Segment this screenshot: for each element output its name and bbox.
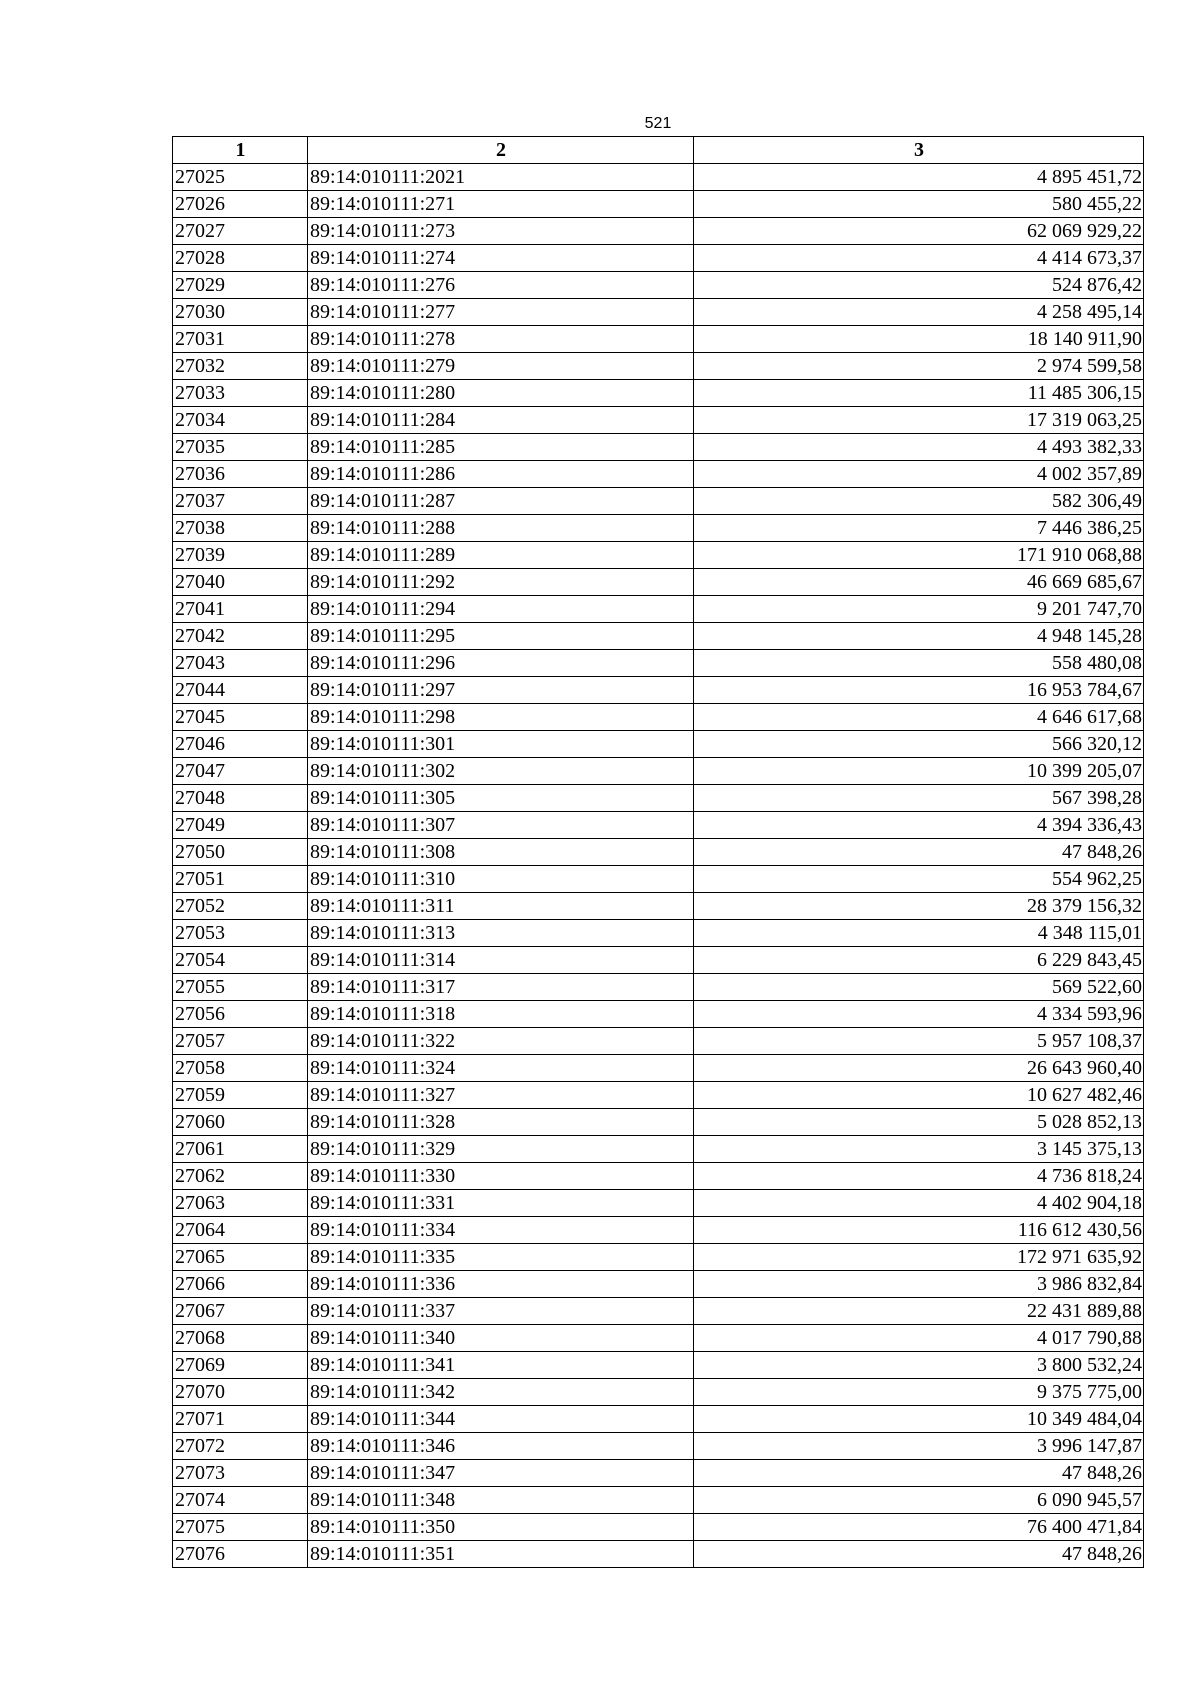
row-number-cell: 27041 — [173, 596, 308, 623]
cadastral-number-cell: 89:14:010111:317 — [308, 974, 694, 1001]
cadastral-value-cell: 4 258 495,14 — [694, 299, 1144, 326]
row-number-cell: 27038 — [173, 515, 308, 542]
table-row — [173, 947, 1144, 974]
cadastral-number-cell: 89:14:010111:295 — [308, 623, 694, 650]
cadastral-value-cell: 6 090 945,57 — [694, 1487, 1144, 1514]
cadastral-number-cell: 89:14:010111:278 — [308, 326, 694, 353]
cadastral-value-cell: 4 948 145,28 — [694, 623, 1144, 650]
cadastral-number-cell: 89:14:010111:302 — [308, 758, 694, 785]
cadastral-number-cell: 89:14:010111:301 — [308, 731, 694, 758]
cadastral-value-cell: 4 402 904,18 — [694, 1190, 1144, 1217]
cadastral-value-cell: 10 627 482,46 — [694, 1082, 1144, 1109]
cadastral-value-cell: 22 431 889,88 — [694, 1298, 1144, 1325]
table-row — [173, 623, 1144, 650]
table-row — [173, 1271, 1144, 1298]
cadastral-number-cell: 89:14:010111:276 — [308, 272, 694, 299]
row-number-cell: 27025 — [173, 164, 308, 191]
cadastral-value-cell: 4 394 336,43 — [694, 812, 1144, 839]
cadastral-value-cell: 5 028 852,13 — [694, 1109, 1144, 1136]
cadastral-value-cell: 26 643 960,40 — [694, 1055, 1144, 1082]
table-row — [173, 650, 1144, 677]
cadastral-value-cell: 524 876,42 — [694, 272, 1144, 299]
row-number-cell: 27040 — [173, 569, 308, 596]
cadastral-value-cell: 28 379 156,32 — [694, 893, 1144, 920]
cadastral-number-cell: 89:14:010111:308 — [308, 839, 694, 866]
table-row — [173, 272, 1144, 299]
row-number-cell: 27033 — [173, 380, 308, 407]
cadastral-number-cell: 89:14:010111:351 — [308, 1541, 694, 1568]
cadastral-number-cell: 89:14:010111:335 — [308, 1244, 694, 1271]
cadastral-value-cell: 4 895 451,72 — [694, 164, 1144, 191]
cadastral-value-cell: 3 996 147,87 — [694, 1433, 1144, 1460]
cadastral-value-cell: 47 848,26 — [694, 1541, 1144, 1568]
cadastral-number-cell: 89:14:010111:292 — [308, 569, 694, 596]
cadastral-value-cell: 9 201 747,70 — [694, 596, 1144, 623]
row-number-cell: 27030 — [173, 299, 308, 326]
cadastral-value-cell: 569 522,60 — [694, 974, 1144, 1001]
row-number-cell: 27058 — [173, 1055, 308, 1082]
row-number-cell: 27070 — [173, 1379, 308, 1406]
row-number-cell: 27062 — [173, 1163, 308, 1190]
table-row — [173, 1244, 1144, 1271]
cadastral-value-cell: 17 319 063,25 — [694, 407, 1144, 434]
cadastral-number-cell: 89:14:010111:314 — [308, 947, 694, 974]
row-number-cell: 27066 — [173, 1271, 308, 1298]
cadastral-number-cell: 89:14:010111:297 — [308, 677, 694, 704]
cadastral-number-cell: 89:14:010111:307 — [308, 812, 694, 839]
table-row — [173, 1298, 1144, 1325]
cadastral-number-cell: 89:14:010111:274 — [308, 245, 694, 272]
table-row — [173, 1001, 1144, 1028]
row-number-cell: 27047 — [173, 758, 308, 785]
cadastral-value-cell: 2 974 599,58 — [694, 353, 1144, 380]
table-row — [173, 1082, 1144, 1109]
cadastral-number-cell: 89:14:010111:287 — [308, 488, 694, 515]
cadastral-value-cell: 46 669 685,67 — [694, 569, 1144, 596]
cadastral-value-cell: 6 229 843,45 — [694, 947, 1144, 974]
table-row — [173, 434, 1144, 461]
row-number-cell: 27031 — [173, 326, 308, 353]
table-row — [173, 1406, 1144, 1433]
table-row — [173, 191, 1144, 218]
cadastral-number-cell: 89:14:010111:313 — [308, 920, 694, 947]
cadastral-value-cell: 9 375 775,00 — [694, 1379, 1144, 1406]
table-row — [173, 1190, 1144, 1217]
cadastral-number-cell: 89:14:010111:350 — [308, 1514, 694, 1541]
table-row — [173, 1028, 1144, 1055]
table-row — [173, 488, 1144, 515]
page-number: 521 — [644, 115, 672, 132]
cadastral-number-cell: 89:14:010111:310 — [308, 866, 694, 893]
row-number-cell: 27067 — [173, 1298, 308, 1325]
table-row — [173, 893, 1144, 920]
cadastral-value-cell: 11 485 306,15 — [694, 380, 1144, 407]
cadastral-number-cell: 89:14:010111:286 — [308, 461, 694, 488]
row-number-cell: 27039 — [173, 542, 308, 569]
cadastral-number-cell: 89:14:010111:331 — [308, 1190, 694, 1217]
cadastral-value-cell: 10 349 484,04 — [694, 1406, 1144, 1433]
header-col-3: 3 — [694, 137, 1144, 164]
cadastral-number-cell: 89:14:010111:294 — [308, 596, 694, 623]
table-row — [173, 245, 1144, 272]
table-row — [173, 785, 1144, 812]
row-number-cell: 27071 — [173, 1406, 308, 1433]
cadastral-value-cell: 4 334 593,96 — [694, 1001, 1144, 1028]
row-number-cell: 27042 — [173, 623, 308, 650]
row-number-cell: 27055 — [173, 974, 308, 1001]
cadastral-value-cell: 4 736 818,24 — [694, 1163, 1144, 1190]
row-number-cell: 27061 — [173, 1136, 308, 1163]
cadastral-value-cell: 554 962,25 — [694, 866, 1144, 893]
cadastral-value-cell: 3 145 375,13 — [694, 1136, 1144, 1163]
cadastral-number-cell: 89:14:010111:329 — [308, 1136, 694, 1163]
table-row — [173, 704, 1144, 731]
table-row — [173, 596, 1144, 623]
cadastral-number-cell: 89:14:010111:348 — [308, 1487, 694, 1514]
cadastral-number-cell: 89:14:010111:330 — [308, 1163, 694, 1190]
table-row — [173, 812, 1144, 839]
header-col-2: 2 — [308, 137, 694, 164]
table-row — [173, 164, 1144, 191]
cadastral-value-cell: 47 848,26 — [694, 839, 1144, 866]
table-row — [173, 299, 1144, 326]
cadastral-number-cell: 89:14:010111:305 — [308, 785, 694, 812]
cadastral-number-cell: 89:14:010111:336 — [308, 1271, 694, 1298]
table-row — [173, 974, 1144, 1001]
cadastral-value-cell: 4 002 357,89 — [694, 461, 1144, 488]
cadastral-value-cell: 4 646 617,68 — [694, 704, 1144, 731]
table-body — [173, 164, 1144, 1568]
row-number-cell: 27075 — [173, 1514, 308, 1541]
cadastral-number-cell: 89:14:010111:289 — [308, 542, 694, 569]
table-row — [173, 1379, 1144, 1406]
cadastral-number-cell: 89:14:010111:2021 — [308, 164, 694, 191]
cadastral-number-cell: 89:14:010111:346 — [308, 1433, 694, 1460]
cadastral-number-cell: 89:14:010111:311 — [308, 893, 694, 920]
row-number-cell: 27035 — [173, 434, 308, 461]
cadastral-value-cell: 566 320,12 — [694, 731, 1144, 758]
cadastral-number-cell: 89:14:010111:273 — [308, 218, 694, 245]
row-number-cell: 27065 — [173, 1244, 308, 1271]
row-number-cell: 27059 — [173, 1082, 308, 1109]
cadastral-number-cell: 89:14:010111:322 — [308, 1028, 694, 1055]
cadastral-value-cell: 16 953 784,67 — [694, 677, 1144, 704]
cadastral-value-cell: 18 140 911,90 — [694, 326, 1144, 353]
table-row — [173, 1217, 1144, 1244]
table-row — [173, 1163, 1144, 1190]
table-row — [173, 1541, 1144, 1568]
cadastral-number-cell: 89:14:010111:328 — [308, 1109, 694, 1136]
row-number-cell: 27029 — [173, 272, 308, 299]
cadastral-value-table — [172, 136, 1144, 1568]
cadastral-number-cell: 89:14:010111:334 — [308, 1217, 694, 1244]
row-number-cell: 27072 — [173, 1433, 308, 1460]
row-number-cell: 27048 — [173, 785, 308, 812]
table-row — [173, 515, 1144, 542]
cadastral-value-cell: 172 971 635,92 — [694, 1244, 1144, 1271]
row-number-cell: 27057 — [173, 1028, 308, 1055]
cadastral-value-cell: 7 446 386,25 — [694, 515, 1144, 542]
row-number-cell: 27043 — [173, 650, 308, 677]
table-row — [173, 839, 1144, 866]
table-header-row — [173, 137, 1144, 164]
row-number-cell: 27068 — [173, 1325, 308, 1352]
cadastral-number-cell: 89:14:010111:285 — [308, 434, 694, 461]
table-row — [173, 1109, 1144, 1136]
cadastral-number-cell: 89:14:010111:280 — [308, 380, 694, 407]
cadastral-number-cell: 89:14:010111:327 — [308, 1082, 694, 1109]
table-row — [173, 569, 1144, 596]
cadastral-value-cell: 4 017 790,88 — [694, 1325, 1144, 1352]
row-number-cell: 27032 — [173, 353, 308, 380]
row-number-cell: 27034 — [173, 407, 308, 434]
cadastral-value-cell: 4 348 115,01 — [694, 920, 1144, 947]
cadastral-value-cell: 582 306,49 — [694, 488, 1144, 515]
cadastral-value-cell: 3 800 532,24 — [694, 1352, 1144, 1379]
table-row — [173, 677, 1144, 704]
row-number-cell: 27046 — [173, 731, 308, 758]
cadastral-value-cell: 3 986 832,84 — [694, 1271, 1144, 1298]
cadastral-number-cell: 89:14:010111:341 — [308, 1352, 694, 1379]
table-row — [173, 1136, 1144, 1163]
cadastral-number-cell: 89:14:010111:324 — [308, 1055, 694, 1082]
table-row — [173, 218, 1144, 245]
cadastral-number-cell: 89:14:010111:284 — [308, 407, 694, 434]
table-row — [173, 1487, 1144, 1514]
cadastral-value-cell: 10 399 205,07 — [694, 758, 1144, 785]
table-row — [173, 731, 1144, 758]
row-number-cell: 27054 — [173, 947, 308, 974]
row-number-cell: 27050 — [173, 839, 308, 866]
cadastral-value-cell: 5 957 108,37 — [694, 1028, 1144, 1055]
row-number-cell: 27037 — [173, 488, 308, 515]
table-row — [173, 1514, 1144, 1541]
row-number-cell: 27045 — [173, 704, 308, 731]
row-number-cell: 27063 — [173, 1190, 308, 1217]
row-number-cell: 27052 — [173, 893, 308, 920]
table-row — [173, 1433, 1144, 1460]
row-number-cell: 27073 — [173, 1460, 308, 1487]
row-number-cell: 27060 — [173, 1109, 308, 1136]
cadastral-number-cell: 89:14:010111:347 — [308, 1460, 694, 1487]
table-row — [173, 542, 1144, 569]
cadastral-number-cell: 89:14:010111:279 — [308, 353, 694, 380]
row-number-cell: 27076 — [173, 1541, 308, 1568]
row-number-cell: 27027 — [173, 218, 308, 245]
row-number-cell: 27053 — [173, 920, 308, 947]
row-number-cell: 27064 — [173, 1217, 308, 1244]
header-col-1: 1 — [173, 137, 308, 164]
cadastral-value-cell: 62 069 929,22 — [694, 218, 1144, 245]
table-row — [173, 758, 1144, 785]
cadastral-number-cell: 89:14:010111:318 — [308, 1001, 694, 1028]
cadastral-number-cell: 89:14:010111:344 — [308, 1406, 694, 1433]
row-number-cell: 27056 — [173, 1001, 308, 1028]
cadastral-value-cell: 567 398,28 — [694, 785, 1144, 812]
cadastral-number-cell: 89:14:010111:337 — [308, 1298, 694, 1325]
cadastral-value-cell: 171 910 068,88 — [694, 542, 1144, 569]
cadastral-number-cell: 89:14:010111:298 — [308, 704, 694, 731]
table-row — [173, 461, 1144, 488]
table-row — [173, 353, 1144, 380]
row-number-cell: 27028 — [173, 245, 308, 272]
table-row — [173, 1055, 1144, 1082]
cadastral-value-cell: 116 612 430,56 — [694, 1217, 1144, 1244]
table-row — [173, 1352, 1144, 1379]
cadastral-number-cell: 89:14:010111:342 — [308, 1379, 694, 1406]
cadastral-value-cell: 4 414 673,37 — [694, 245, 1144, 272]
table-row — [173, 326, 1144, 353]
cadastral-value-cell: 47 848,26 — [694, 1460, 1144, 1487]
cadastral-value-cell: 76 400 471,84 — [694, 1514, 1144, 1541]
row-number-cell: 27036 — [173, 461, 308, 488]
cadastral-value-cell: 558 480,08 — [694, 650, 1144, 677]
table-row — [173, 866, 1144, 893]
cadastral-number-cell: 89:14:010111:296 — [308, 650, 694, 677]
row-number-cell: 27074 — [173, 1487, 308, 1514]
table-row — [173, 407, 1144, 434]
cadastral-number-cell: 89:14:010111:271 — [308, 191, 694, 218]
row-number-cell: 27069 — [173, 1352, 308, 1379]
table-row — [173, 1325, 1144, 1352]
row-number-cell: 27026 — [173, 191, 308, 218]
cadastral-number-cell: 89:14:010111:340 — [308, 1325, 694, 1352]
cadastral-number-cell: 89:14:010111:277 — [308, 299, 694, 326]
table-row — [173, 1460, 1144, 1487]
table-row — [173, 920, 1144, 947]
row-number-cell: 27044 — [173, 677, 308, 704]
cadastral-number-cell: 89:14:010111:288 — [308, 515, 694, 542]
row-number-cell: 27049 — [173, 812, 308, 839]
row-number-cell: 27051 — [173, 866, 308, 893]
table-row — [173, 380, 1144, 407]
cadastral-value-cell: 4 493 382,33 — [694, 434, 1144, 461]
cadastral-value-cell: 580 455,22 — [694, 191, 1144, 218]
